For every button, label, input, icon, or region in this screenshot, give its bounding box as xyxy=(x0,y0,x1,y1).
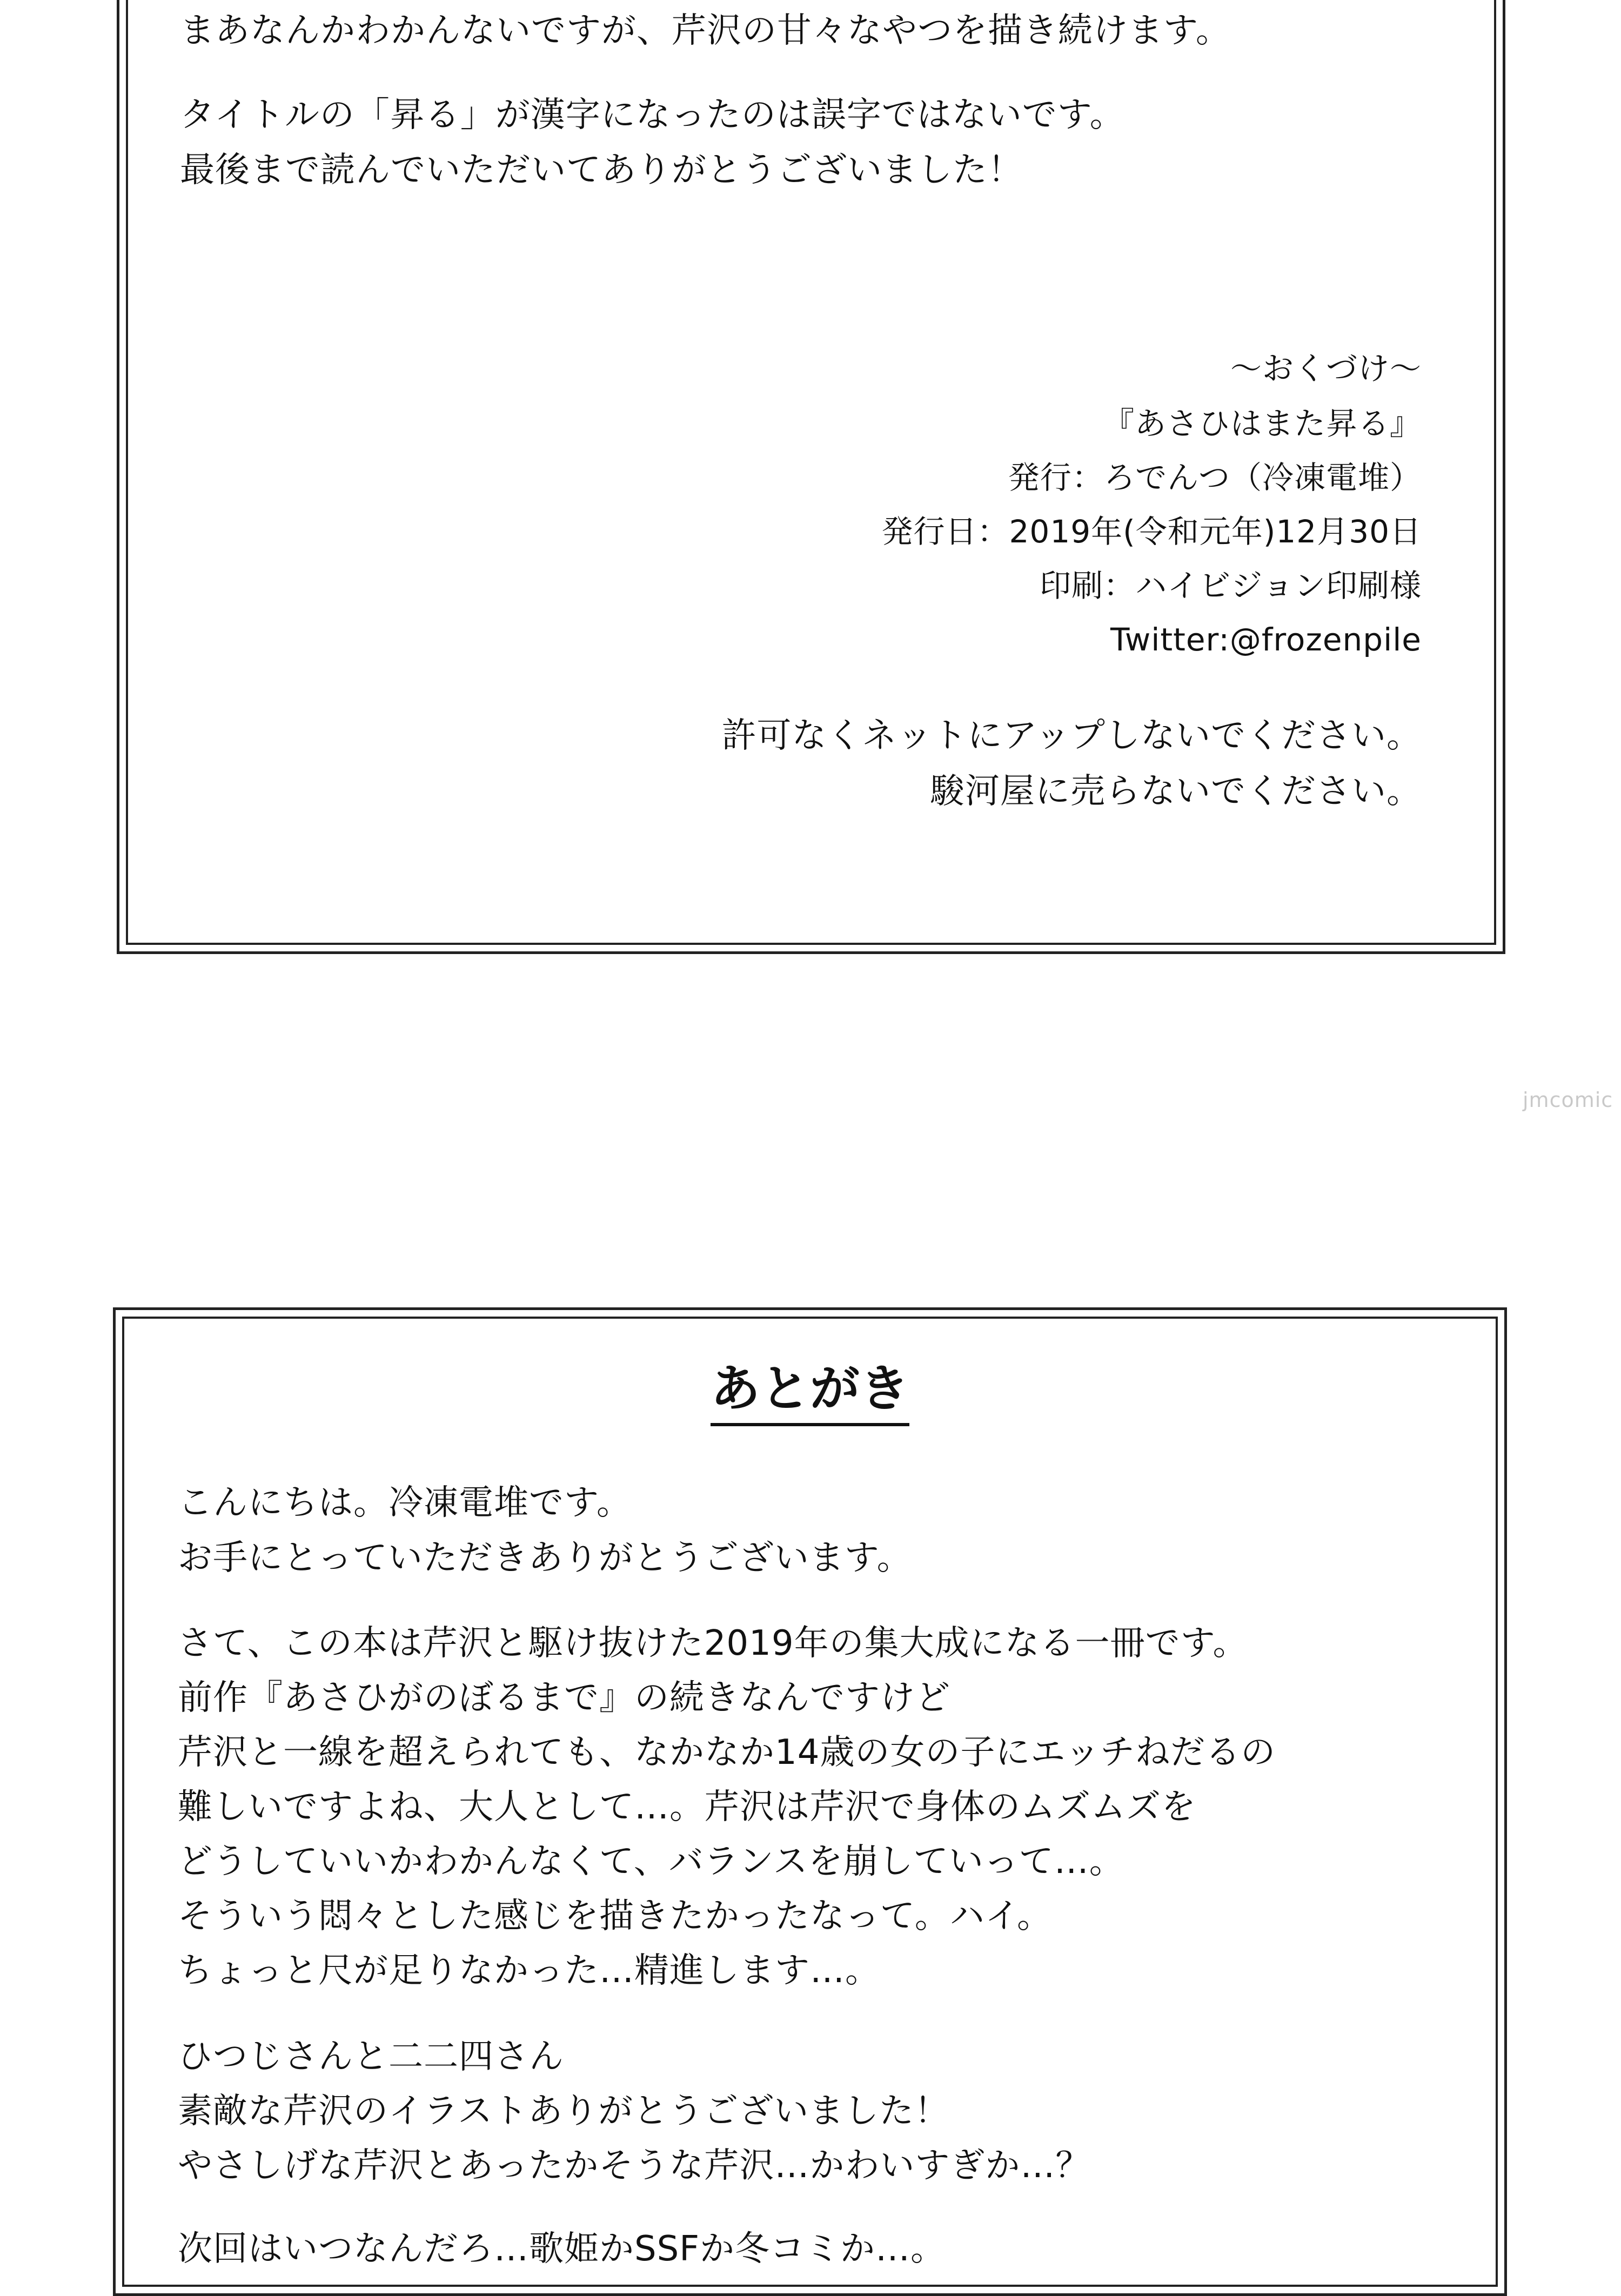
afterword-line: そういう悶々とした感じを描きたかったなって。ハイ。 xyxy=(178,1896,1052,1936)
afterword-line: 素敵な芹沢のイラストありがとうございました！ xyxy=(178,2091,950,2131)
watermark: jmcomic xyxy=(1523,1088,1613,1112)
body-line: タイトルの「昇る」が漢字になったのは誤字ではないです。 xyxy=(180,95,1125,135)
body-line: 最後まで読んでいただいてありがとうございました！ xyxy=(180,150,1023,190)
notice-line: 駿河屋に売らないでください。 xyxy=(930,771,1422,811)
afterword-title xyxy=(116,1360,1504,1418)
afterword-line: さて、この本は芹沢と駆け抜けた2019年の集大成になる一冊です。 xyxy=(178,1623,1248,1663)
colophon-twitter: Twitter:@frozenpile xyxy=(1110,621,1422,658)
afterword-line: ひつじさんと二二四さん xyxy=(178,2037,564,2077)
body-line: まあなんかわかんないですが、芹沢の甘々なやつを描き続けます。 xyxy=(180,11,1231,51)
colophon-heading: 〜おくづけ〜 xyxy=(1230,350,1422,387)
afterword-line: どうしていいかわかんなくて、バランスを崩していって…。 xyxy=(178,1842,1124,1882)
colophon-printer: 印刷：ハイビジョン印刷様 xyxy=(1040,567,1422,604)
afterword-line: ちょっと尺が足りなかった…精進します…。 xyxy=(178,1951,880,1991)
afterword-line: 芹沢と一線を超えられても、なかなか14歳の女の子にエッチねだるの xyxy=(178,1733,1276,1773)
afterword-line: やさしげな芹沢とあったかそうな芹沢…かわいすぎか…？ xyxy=(178,2146,1091,2186)
afterword-title-text: あとがき xyxy=(711,1360,909,1426)
colophon-publisher: 発行：ろでんつ（冷凍電堆） xyxy=(1008,459,1422,496)
afterword-line: 前作『あさひがのぼるまで』の続きなんですけど xyxy=(178,1678,950,1718)
colophon-panel xyxy=(117,0,1505,954)
afterword-line: 難しいですよね、大人として…。芹沢は芹沢で身体のムズムズを xyxy=(178,1787,1196,1827)
afterword-line: こんにちは。冷凍電堆です。 xyxy=(178,1483,632,1523)
afterword-panel xyxy=(113,1307,1507,2296)
colophon-date: 発行日：2019年(令和元年)12月30日 xyxy=(881,513,1422,550)
colophon-title: 『あさひはまた昇る』 xyxy=(1102,405,1422,442)
notice-line: 許可なくネットにアップしないでください。 xyxy=(721,716,1422,756)
afterword-line: 次回はいつなんだろ…歌姫かSSFか冬コミか…。 xyxy=(178,2229,946,2269)
afterword-line: お手にとっていただきありがとうございます。 xyxy=(178,1538,912,1578)
